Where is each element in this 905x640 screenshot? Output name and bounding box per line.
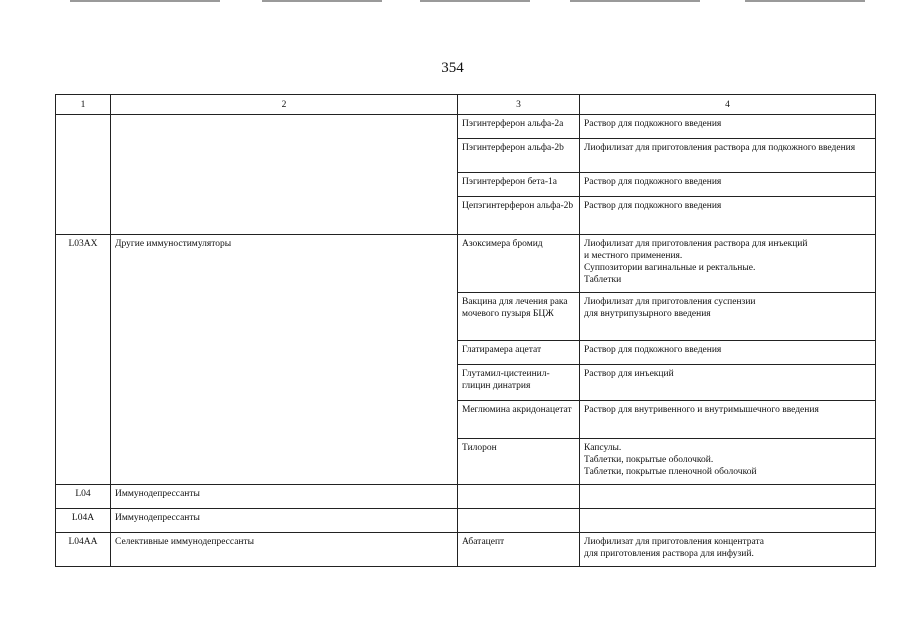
dosage-form-line: Таблетки, покрытые пленочной оболочкой	[584, 467, 757, 477]
dosage-form-cell	[580, 173, 876, 197]
table-row	[56, 509, 876, 533]
code-cell: L03AX	[56, 235, 111, 485]
scan-edge-line	[262, 0, 382, 2]
dosage-form-cell	[580, 235, 876, 293]
dosage-form-line: Раствор для подкожного введения	[584, 201, 722, 211]
drug-name-cell: Меглюмина акридонацетат	[458, 401, 580, 439]
column-header: 4	[580, 95, 876, 115]
dosage-form-line: Раствор для подкожного введения	[584, 177, 722, 187]
drug-name-cell: Тилорон	[458, 439, 580, 485]
dosage-form-line: Суппозитории вагинальные и ректальные.	[584, 263, 756, 273]
dosage-form-line: Лиофилизат для приготовления суспензии	[584, 297, 756, 307]
dosage-form-line: Таблетки, покрытые оболочкой.	[584, 455, 714, 465]
drug-name-cell: Абатацепт	[458, 533, 580, 567]
dosage-form-cell	[580, 533, 876, 567]
dosage-form-cell	[580, 115, 876, 139]
group-name-cell: Иммунодепрессанты	[111, 509, 458, 533]
scan-edge-line	[70, 0, 220, 2]
drug-name-cell: Азоксимера бромид	[458, 235, 580, 293]
dosage-form-line: Лиофилизат для приготовления концентрата	[584, 537, 764, 547]
scan-edge-line	[420, 0, 530, 2]
dosage-form-line: для приготовления раствора для инфузий.	[584, 549, 754, 559]
drug-name-cell: Пэгинтерферон альфа-2а	[458, 115, 580, 139]
dosage-form-cell	[580, 401, 876, 439]
table-row	[56, 533, 876, 567]
code-cell	[56, 115, 111, 235]
drug-name-cell: Пэгинтерферон бета-1а	[458, 173, 580, 197]
column-header: 3	[458, 95, 580, 115]
dosage-form-line: для внутрипузырного введения	[584, 309, 711, 319]
dosage-form-cell	[580, 197, 876, 235]
dosage-form-cell	[580, 439, 876, 485]
column-header: 2	[111, 95, 458, 115]
group-name-cell	[111, 115, 458, 235]
dosage-form-line: Раствор для подкожного введения	[584, 119, 722, 129]
dosage-form-line: Раствор для инъекций	[584, 369, 674, 379]
dosage-form-cell	[580, 139, 876, 173]
drug-name-cell: Вакцина для лечения рака мочевого пузыря БЦЖ	[458, 293, 580, 341]
group-name-cell: Селективные иммунодепрессанты	[111, 533, 458, 567]
drug-name-cell: Пэгинтерферон альфа-2b	[458, 139, 580, 173]
dosage-form-cell	[580, 485, 876, 509]
table-row	[56, 115, 876, 139]
drug-name-cell: Цепэгинтерферон альфа-2b	[458, 197, 580, 235]
dosage-form-line: Раствор для подкожного введения	[584, 345, 722, 355]
scan-edge-line	[570, 0, 700, 2]
code-cell: L04AA	[56, 533, 111, 567]
scan-edge-line	[745, 0, 865, 2]
drug-name-cell: Глатирамера ацетат	[458, 341, 580, 365]
dosage-form-line: Капсулы.	[584, 443, 622, 453]
dosage-form-line: Таблетки	[584, 275, 622, 285]
table-row	[56, 235, 876, 293]
group-name-cell: Другие иммуностимуляторы	[111, 235, 458, 485]
dosage-form-line: Раствор для внутривенного и внутримышечного введения	[584, 405, 819, 415]
code-cell: L04A	[56, 509, 111, 533]
table-row	[56, 485, 876, 509]
drug-table	[55, 94, 876, 567]
header-row	[56, 95, 876, 115]
dosage-form-cell	[580, 293, 876, 341]
dosage-form-cell	[580, 341, 876, 365]
drug-name-cell	[458, 485, 580, 509]
column-header: 1	[56, 95, 111, 115]
group-name-cell: Иммунодепрессанты	[111, 485, 458, 509]
dosage-form-line: и местного применения.	[584, 251, 683, 261]
dosage-form-cell	[580, 365, 876, 401]
dosage-form-cell	[580, 509, 876, 533]
code-cell: L04	[56, 485, 111, 509]
drug-name-cell	[458, 509, 580, 533]
dosage-form-line: Лиофилизат для приготовления раствора для инъекций	[584, 239, 808, 249]
drug-name-cell: Глутамил-цистеинил-глицин динатрия	[458, 365, 580, 401]
dosage-form-line: Лиофилизат для приготовления раствора для подкожного введения	[584, 143, 856, 153]
page-number: 354	[441, 60, 464, 76]
